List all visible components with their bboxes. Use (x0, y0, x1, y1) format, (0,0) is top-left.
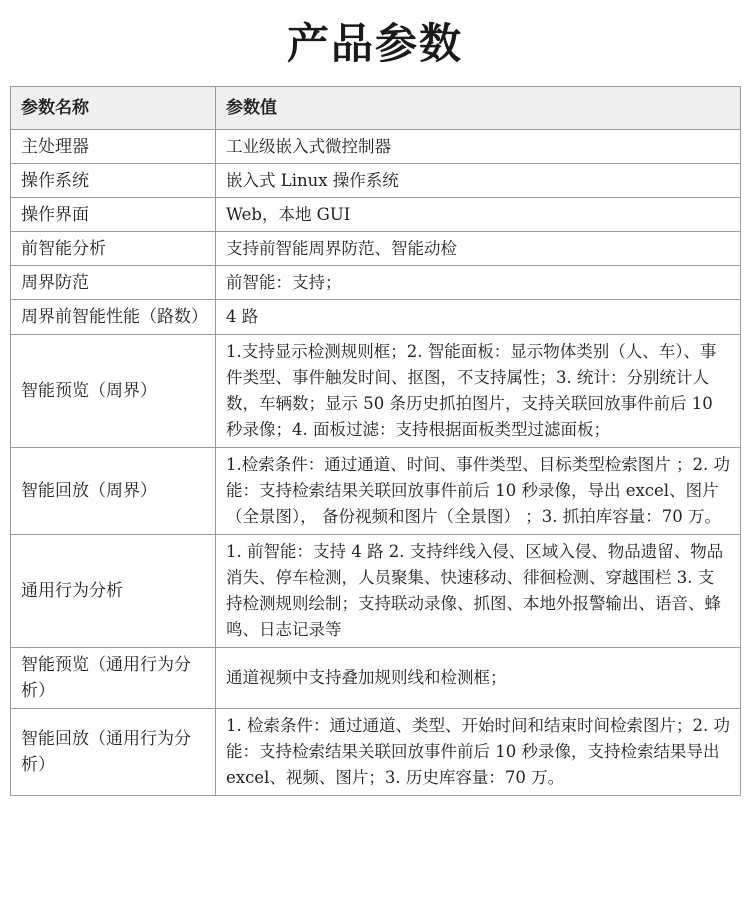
row-value: 工业级嵌入式微控制器 (216, 130, 741, 164)
table-row (11, 198, 741, 232)
row-name: 周界前智能性能（路数） (11, 300, 216, 335)
row-name: 智能预览（周界） (11, 335, 216, 448)
row-value: 4 路 (216, 300, 741, 335)
table-row (11, 648, 741, 709)
table-row (11, 448, 741, 535)
header-param-value: 参数值 (216, 87, 741, 130)
row-value: 嵌入式 Linux 操作系统 (216, 164, 741, 198)
spec-table (10, 86, 741, 796)
row-name: 智能回放（周界） (11, 448, 216, 535)
table-row (11, 300, 741, 335)
header-param-name: 参数名称 (11, 87, 216, 130)
row-name: 周界防范 (11, 266, 216, 300)
row-value: Web，本地 GUI (216, 198, 741, 232)
row-value: 1.检索条件：通过通道、时间、事件类型、目标类型检索图片 ；2. 功能：支持检索结果关联回放事件前后 10 秒录像，导出 excel、图片（全景图）， 备份视频和图片（全景图） ；3. 抓拍库容量：70 万。 (216, 448, 741, 535)
table-row (11, 709, 741, 796)
row-name: 操作系统 (11, 164, 216, 198)
table-header-row (11, 87, 741, 130)
row-name: 通用行为分析 (11, 535, 216, 648)
table-row (11, 232, 741, 266)
table-row (11, 266, 741, 300)
table-row (11, 164, 741, 198)
row-value: 通道视频中支持叠加规则线和检测框； (216, 648, 741, 709)
row-name: 智能回放（通用行为分析） (11, 709, 216, 796)
row-value: 1. 检索条件：通过通道、类型、开始时间和结束时间检索图片；2. 功能：支持检索结果关联回放事件前后 10 秒录像，支持检索结果导出 excel、视频、图片；3. 历史库容量：70 万。 (216, 709, 741, 796)
row-value: 1. 前智能：支持 4 路 2. 支持绊线入侵、区域入侵、物品遗留、物品消失、停车检测，人员聚集、快速移动、徘徊检测、穿越围栏 3. 支持检测规则绘制；支持联动录像、抓图、本地外报警输出、语音、蜂鸣、日志记录等 (216, 535, 741, 648)
row-name: 操作界面 (11, 198, 216, 232)
row-name: 前智能分析 (11, 232, 216, 266)
row-name: 智能预览（通用行为分析） (11, 648, 216, 709)
row-value: 支持前智能周界防范、智能动检 (216, 232, 741, 266)
row-value: 前智能：支持； (216, 266, 741, 300)
page-title: 产品参数 (286, 19, 463, 68)
table-row (11, 335, 741, 448)
table-row (11, 535, 741, 648)
row-name: 主处理器 (11, 130, 216, 164)
table-row (11, 130, 741, 164)
row-value: 1.支持显示检测规则框；2. 智能面板：显示物体类别（人、车）、事件类型、事件触发时间、抠图，不支持属性；3. 统计：分别统计人数，车辆数；显示 50 条历史抓拍图片，支持关联回放事件前后 10 秒录像；4. 面板过滤：支持根据面板类型过滤面板； (216, 335, 741, 448)
